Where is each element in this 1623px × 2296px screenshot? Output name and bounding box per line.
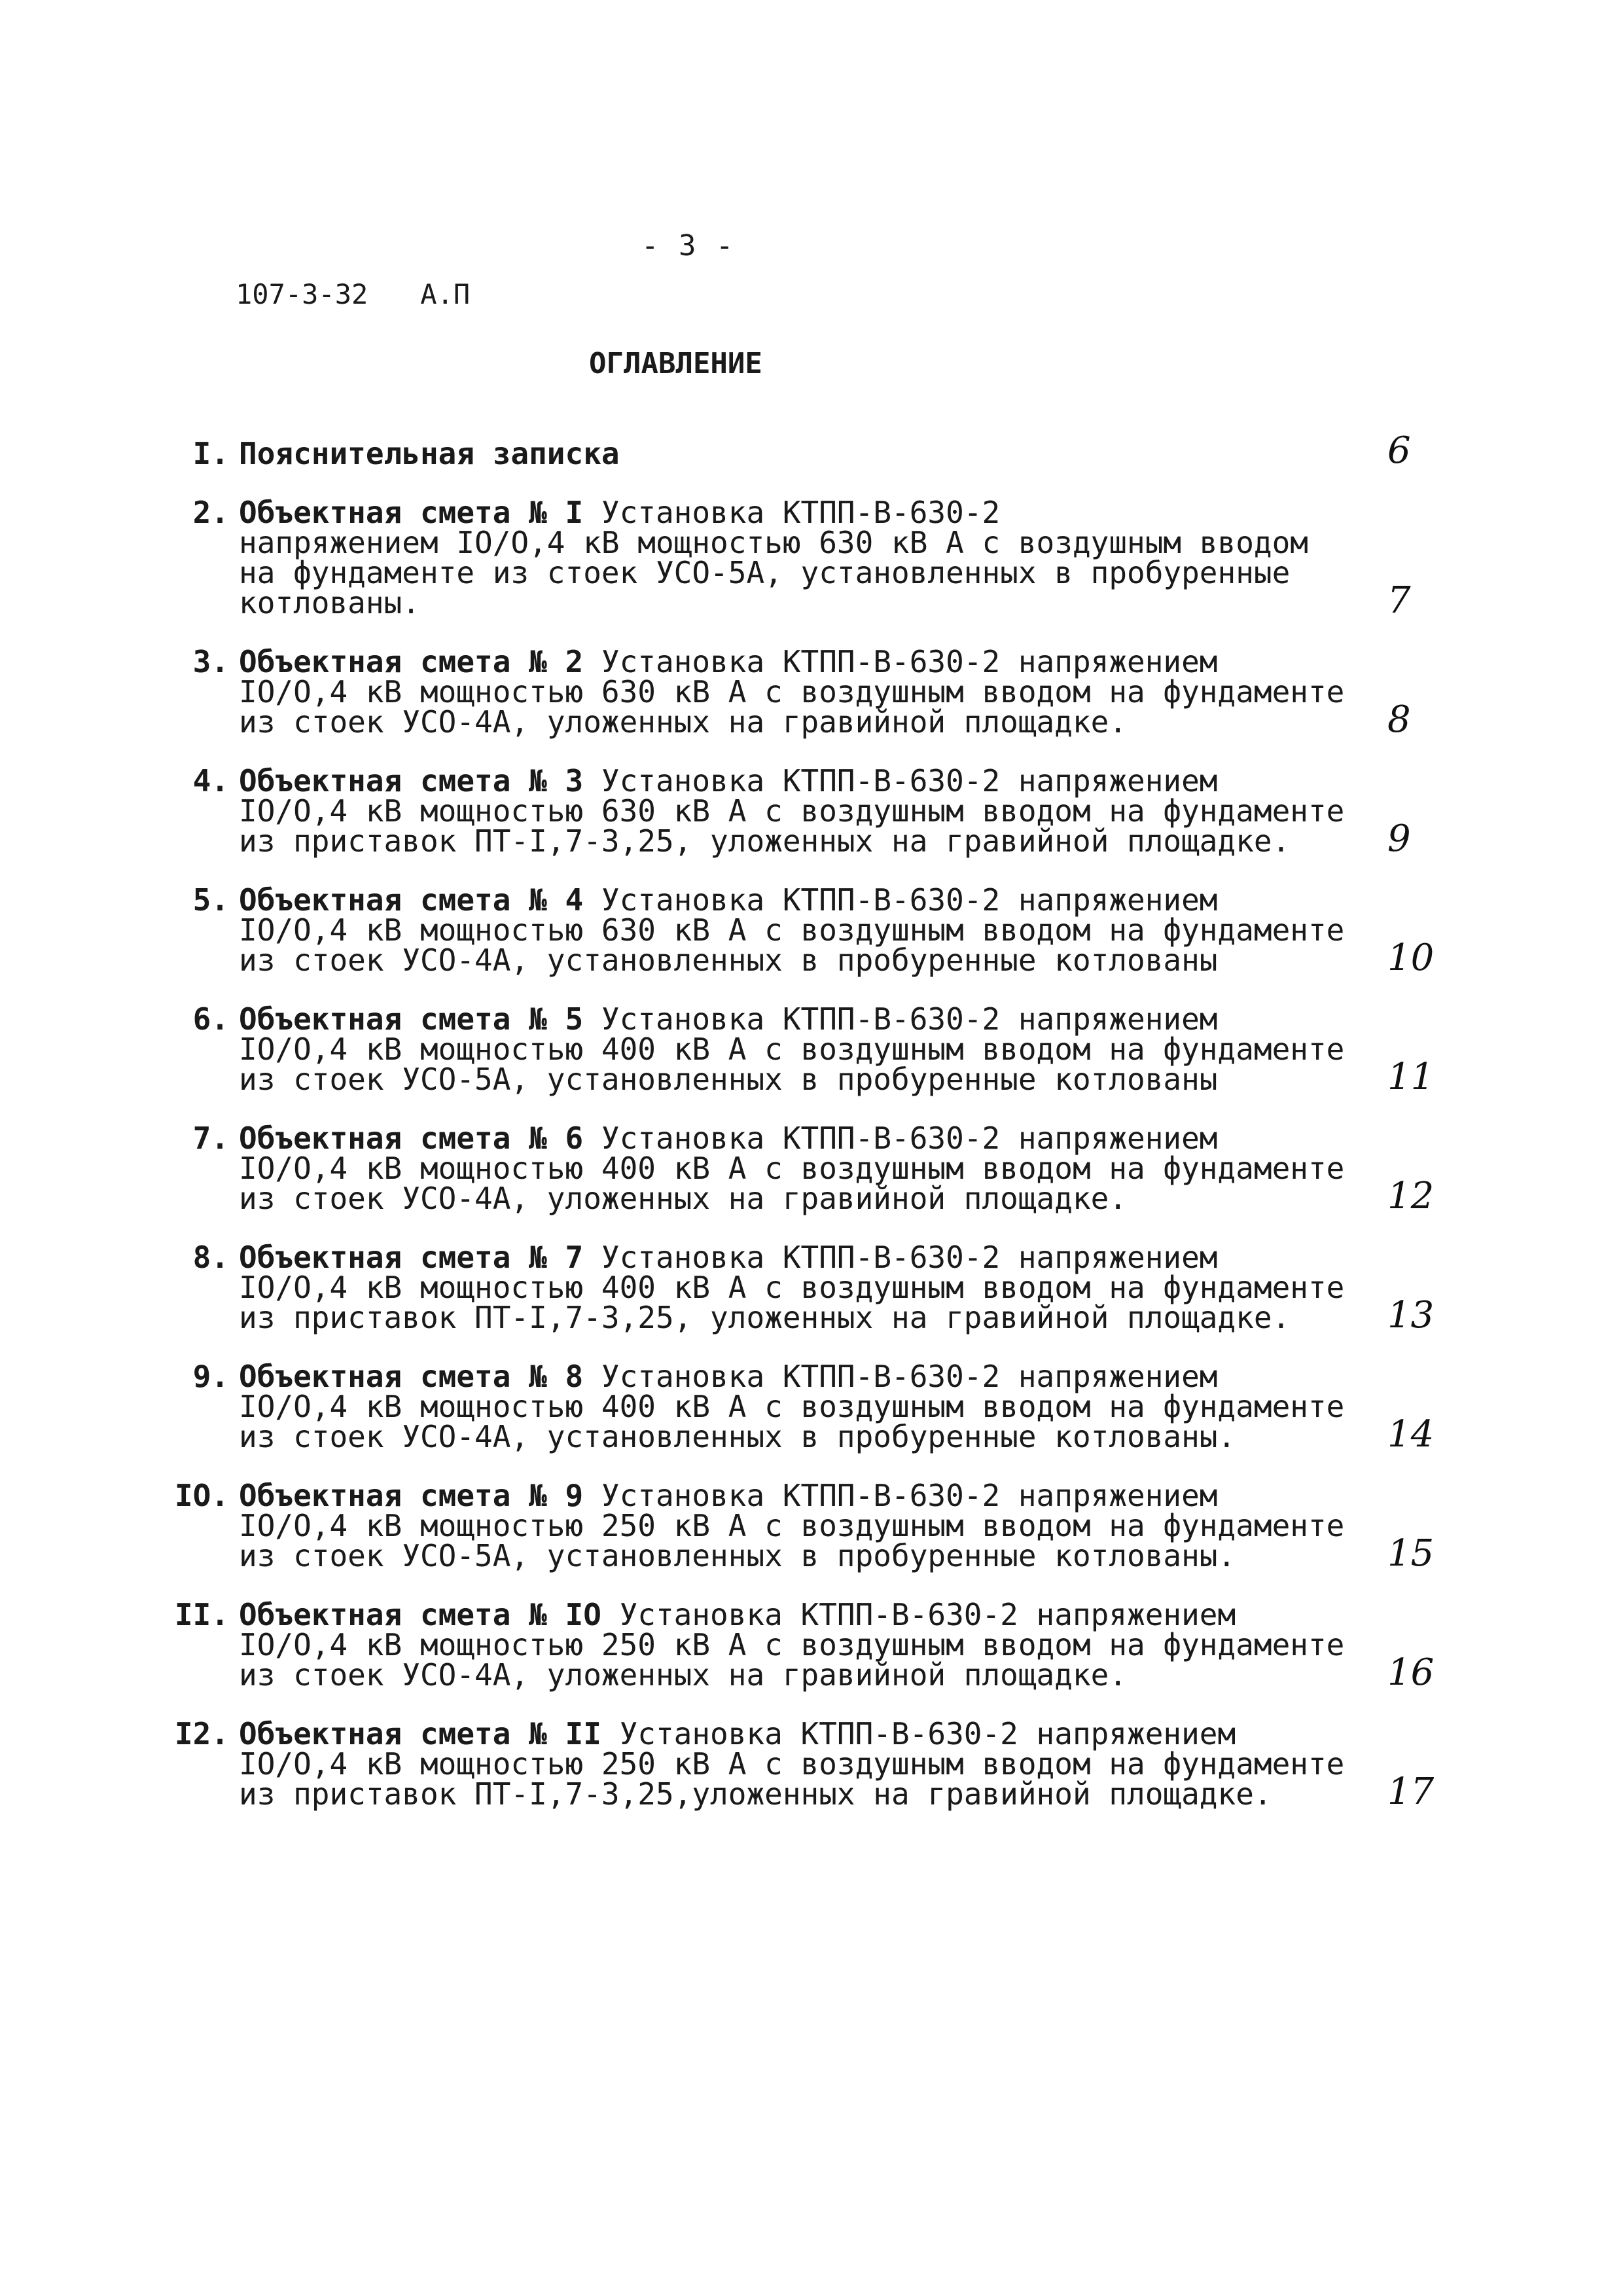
entry-description: Установка КТПП-В-630-2 напряжением IO/O,4 кВ мощностью 250 кВ А с воздушным вводом на фундаменте из стоек УСО-5А, установленных в пробуренные котлованы. (239, 1478, 1345, 1573)
entry-description: Установка КТПП-В-630-2 напряжением IO/O,4 кВ мощностью 400 кВ А с воздушным вводом на фундаменте из стоек УСО-4А, уложенных на гравийной площадке. (239, 1121, 1345, 1216)
entry-page-number: 13 (1387, 1294, 1435, 1336)
entry-page-number: 7 (1387, 579, 1411, 622)
entry-description: Установка КТПП-В-630-2 напряжением IO/O,4 кВ мощностью 400 кВ А с воздушным вводом на фундаменте из приставок ПТ-I,7-3,25, уложенных на гравийной площадке. (239, 1240, 1345, 1335)
entry-lead: Объектная смета № 4 (239, 882, 584, 918)
entry-description: Установка КТПП-В-630-2 напряжением IO/O,4 кВ мощностью 400 кВ А с воздушным вводом на фундаменте из стоек УСО-5А, установленных в пробуренные котлованы (239, 1001, 1345, 1097)
entry-description: Установка КТПП-В-630-2 напряжением IO/O,4 кВ мощностью 250 кВ А с воздушным вводом на фундаменте из стоек УСО-4А, уложенных на гравийной площадке. (239, 1597, 1345, 1693)
entry-description: Установка КТПП-В-630-2 напряжением IO/O,4 кВ мощностью 400 кВ А с воздушным вводом на фундаменте из стоек УСО-4А, установленных в пробуренные котлованы. (239, 1359, 1345, 1454)
toc-entry[interactable] (157, 1240, 1466, 1336)
entry-lead: Пояснительная записка (239, 436, 620, 471)
entry-text (239, 1242, 1387, 1333)
entry-number: 7. (192, 1121, 229, 1156)
toc-entry[interactable] (157, 644, 1466, 741)
toc-entry[interactable] (157, 1597, 1466, 1694)
sheet-label: А.П (420, 278, 471, 310)
entry-page-number: 9 (1387, 817, 1411, 860)
entry-number: I2. (174, 1716, 229, 1751)
entry-lead: Объектная смета № 7 (239, 1240, 584, 1275)
entry-description: Установка КТПП-В-630-2 напряжением IO/O,4 кВ мощностью 630 кВ А с воздушным вводом на фундаменте из приставок ПТ-I,7-3,25, уложенных на гравийной площадке. (239, 763, 1345, 859)
entry-text (239, 1361, 1387, 1452)
entry-lead: Объектная смета № 2 (239, 644, 584, 679)
entry-number: IO. (174, 1478, 229, 1513)
entry-number: 6. (192, 1001, 229, 1037)
entry-text (239, 436, 1387, 471)
page-number: - 3 - (641, 229, 735, 262)
entry-page-number: 14 (1387, 1413, 1435, 1456)
entry-page-number: 6 (1387, 429, 1411, 472)
entry-number: 8. (192, 1240, 229, 1275)
toc-entry[interactable] (157, 1121, 1466, 1217)
entry-description: Установка КТПП-В-630-2 напряжением IO/O,4 кВ мощностью 630 кВ А с воздушным вводом на фундаменте из стоек УСО-4А, уложенных на гравийной площадке. (239, 644, 1345, 740)
entry-number: II. (174, 1597, 229, 1632)
entry-page-number: 15 (1387, 1532, 1435, 1575)
entry-lead: Объектная смета № 8 (239, 1359, 584, 1394)
entry-number: 9. (192, 1359, 229, 1394)
toc-entry[interactable] (157, 1716, 1466, 1813)
toc-entry[interactable] (157, 495, 1466, 622)
entry-description: Установка КТПП-В-630-2 напряжением IO/O,4 кВ мощностью 630 кВ А с воздушным вводом на фундаменте из стоек УСО-5А, установленных в пробуренные котлованы. (239, 495, 1308, 620)
document-number: 107-3-32 (236, 278, 368, 310)
entry-lead: Объектная смета № II (239, 1716, 601, 1751)
entry-description: Установка КТПП-В-630-2 напряжением IO/O,4 кВ мощностью 250 кВ А с воздушным вводом на фундаменте из приставок ПТ-I,7-3,25,уложенных на гравийной площадке. (239, 1716, 1345, 1812)
document-code (236, 278, 470, 310)
entry-page-number: 11 (1387, 1056, 1435, 1098)
entry-lead: Объектная смета № 5 (239, 1001, 584, 1037)
entry-number: 5. (192, 882, 229, 918)
entry-text (239, 763, 1387, 859)
entry-page-number: 17 (1387, 1770, 1435, 1813)
entry-text (239, 1597, 1387, 1693)
toc-entry[interactable] (157, 763, 1466, 860)
entry-page-number: 10 (1387, 937, 1435, 979)
toc-entry[interactable] (157, 429, 1466, 472)
entry-lead: Объектная смета № 9 (239, 1478, 584, 1513)
entry-number: 2. (192, 495, 229, 530)
entry-page-number: 8 (1387, 698, 1411, 741)
entry-page-number: 12 (1387, 1175, 1435, 1217)
entry-lead: Объектная смета № 3 (239, 763, 584, 798)
entry-number: I. (192, 436, 229, 471)
entry-number: 4. (192, 763, 229, 798)
entry-lead: Объектная смета № 6 (239, 1121, 584, 1156)
entry-lead: Объектная смета № IO (239, 1597, 601, 1632)
toc-entry[interactable] (157, 1359, 1466, 1456)
entry-description: Установка КТПП-В-630-2 напряжением IO/O,4 кВ мощностью 630 кВ А с воздушным вводом на фундаменте из стоек УСО-4А, установленных в пробуренные котлованы (239, 882, 1345, 978)
entry-text (239, 644, 1387, 740)
entry-lead: Объектная смета № I (239, 495, 584, 530)
entry-text (239, 497, 1387, 618)
toc-title: ОГЛАВЛЕНИЕ (589, 347, 762, 380)
entry-page-number: 16 (1387, 1651, 1435, 1694)
entry-text (239, 1001, 1387, 1097)
toc-entry[interactable] (157, 1478, 1466, 1575)
entry-number: 3. (192, 644, 229, 679)
toc-entry[interactable] (157, 882, 1466, 979)
entry-text (239, 882, 1387, 978)
table-of-contents (157, 429, 1466, 1838)
entry-text (239, 1716, 1387, 1812)
entry-text (239, 1121, 1387, 1216)
entry-text (239, 1480, 1387, 1571)
toc-entry[interactable] (157, 1001, 1466, 1098)
